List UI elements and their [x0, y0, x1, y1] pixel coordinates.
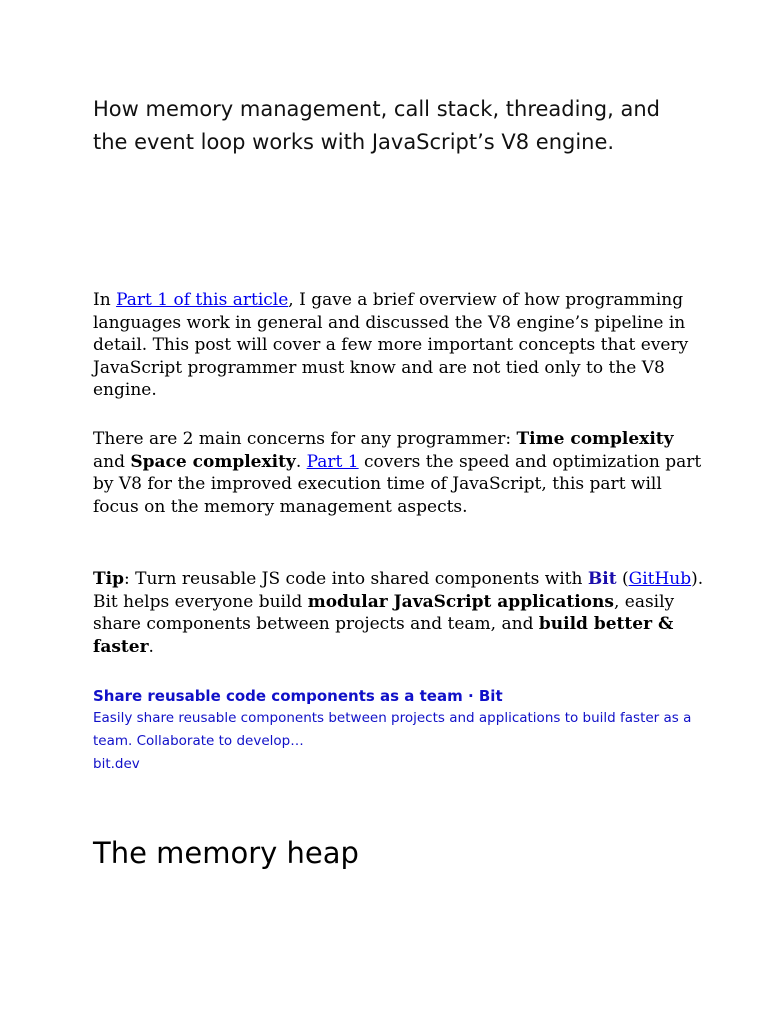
link-preview-title[interactable]: Share reusable code components as a team · Bit [93, 687, 503, 705]
link-preview-domain: bit.dev [93, 756, 140, 772]
p3-t4: , easily share components between projects and team, and [93, 591, 675, 634]
modular-apps-text: modular JavaScript applications [307, 591, 614, 612]
p3-t2: ( [616, 569, 629, 589]
concerns-paragraph [93, 428, 705, 518]
tip-paragraph [93, 568, 705, 658]
part1-link[interactable]: Part 1 [306, 451, 359, 472]
github-link[interactable]: GitHub [628, 569, 692, 589]
p2-mid1: and [93, 451, 131, 472]
p3-t3: ). Bit helps everyone build [93, 569, 704, 612]
section-heading: The memory heap [93, 836, 359, 870]
time-complexity-text: Time complexity [516, 429, 674, 449]
p2-mid2: . [295, 451, 307, 472]
article-subtitle: How memory management, call stack, threading, and the event loop works with JavaScript’s V8 engine. [93, 97, 660, 154]
p1-rest: , I gave a brief overview of how programming languages work in general and discussed the V8 engine’s pipeline in detail. This post will cover a few more important concepts that every JavaScript programmer must know and are not tied only to the V8 engine. [93, 290, 689, 400]
p1-lead: In [93, 290, 117, 310]
build-better-text: build better & faster [93, 614, 674, 657]
intro-paragraph [93, 289, 705, 402]
part1-article-link[interactable]: Part 1 of this article [116, 290, 289, 310]
p3-t1: : Turn reusable JS code into shared components with [124, 569, 588, 589]
p2-rest: covers the speed and optimization part by V8 for the improved execution time of JavaScript, this part will focus on the memory management aspects. [93, 451, 702, 517]
tip-label: Tip [93, 569, 124, 589]
p3-t5: . [148, 636, 154, 657]
link-preview-description: Easily share reusable components between projects and applications to build faster as a team. Collaborate to develop… [93, 710, 692, 749]
bit-link[interactable]: Bit [587, 569, 617, 589]
link-preview-card[interactable] [93, 685, 713, 776]
p2-lead: There are 2 main concerns for any programmer: [93, 429, 517, 449]
space-complexity-text: Space complexity [130, 451, 296, 472]
